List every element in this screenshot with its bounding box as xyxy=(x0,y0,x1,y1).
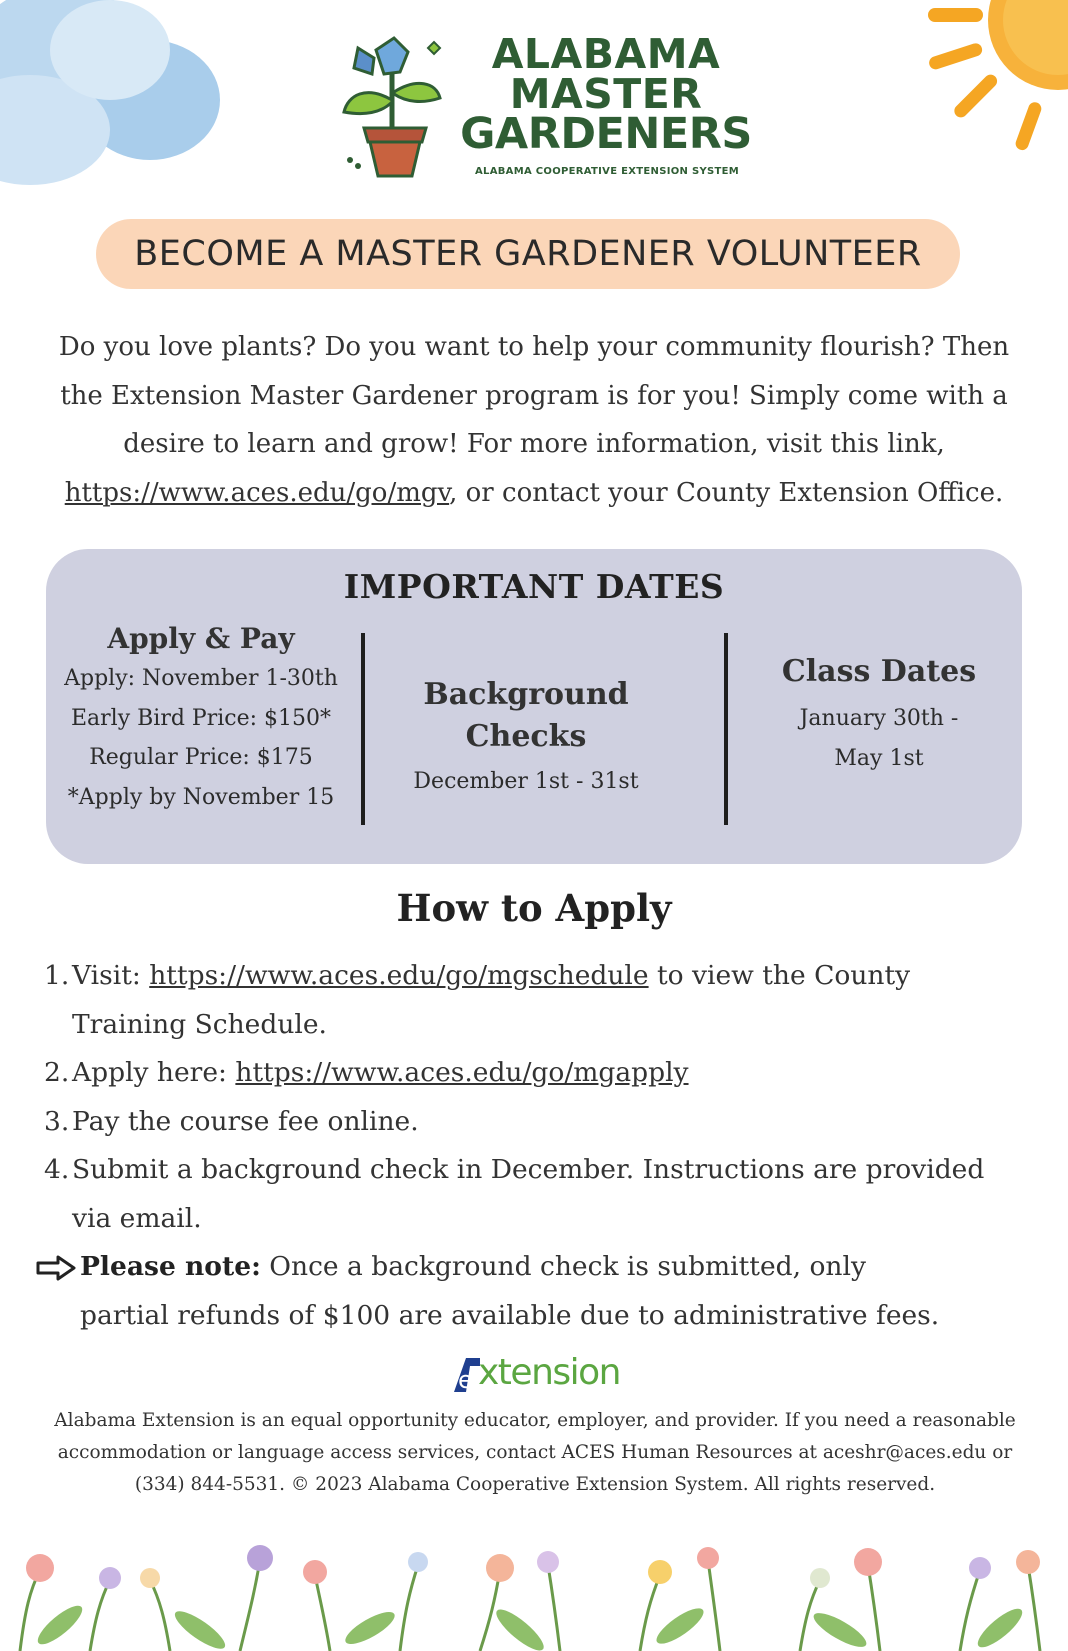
note-line: partial refunds of $100 are available due to administrative fees. xyxy=(80,1299,940,1331)
please-note xyxy=(36,1243,1046,1340)
step-item xyxy=(44,1146,1054,1243)
background-checks-column xyxy=(366,674,686,802)
step-item xyxy=(44,952,1054,1049)
intro-line: the Extension Master Gardener program is for you! Simply come with a xyxy=(60,380,1008,411)
column-divider xyxy=(724,633,728,825)
apply-pay-line: Regular Price: $175 xyxy=(89,745,313,770)
footer-line: accommodation or language access services, contact ACES Human Resources at aceshr@aces.edu or xyxy=(57,1442,1013,1463)
logo-title-line1: ALABAMA xyxy=(491,30,721,78)
step-text: to view the County xyxy=(648,960,911,991)
step-line xyxy=(72,952,1054,1001)
footer-line: (334) 844-5531. © 2023 Alabama Cooperative Extension System. All rights reserved. xyxy=(134,1474,936,1495)
important-dates-box xyxy=(46,549,1022,864)
step-continuation: via email. xyxy=(72,1202,202,1234)
step-number: 1. xyxy=(44,960,70,991)
class-dates-column xyxy=(729,651,1029,778)
apply-pay-line: Apply: November 1-30th xyxy=(64,666,338,691)
extension-e-letter: e xyxy=(458,1366,473,1394)
arrow-right-icon xyxy=(36,1255,76,1281)
logo-title xyxy=(456,30,756,159)
note-line xyxy=(36,1243,1046,1292)
extension-logo xyxy=(452,1352,620,1398)
sun-illustration xyxy=(888,0,1068,180)
apply-pay-column xyxy=(46,619,356,817)
intro-line xyxy=(12,469,1056,518)
class-dates-heading: Class Dates xyxy=(781,654,977,689)
column-divider xyxy=(361,633,365,825)
how-to-apply-title: How to Apply xyxy=(396,886,672,930)
important-dates-title: IMPORTANT DATES xyxy=(343,567,725,606)
class-dates-line: January 30th - xyxy=(799,706,959,731)
step-continuation: Training Schedule. xyxy=(72,1008,327,1040)
note-text: Once a background check is submitted, only xyxy=(260,1251,866,1282)
background-checks-line: December 1st - 31st xyxy=(413,769,639,794)
logo-title-line2: MASTER xyxy=(509,70,703,118)
step-text: Pay the course fee online. xyxy=(72,1105,419,1137)
background-checks-heading: Background Checks xyxy=(423,677,629,754)
intro-line: desire to learn and grow! For more information, visit this link, xyxy=(123,429,945,459)
step-line xyxy=(72,1049,1054,1098)
intro-line: Do you love plants? Do you want to help your community flourish? Then xyxy=(58,332,1010,362)
intro-paragraph xyxy=(12,323,1056,517)
apply-pay-line: Early Bird Price: $150* xyxy=(70,705,332,731)
extension-word: xtension xyxy=(478,1352,620,1393)
step-number: 3. xyxy=(44,1105,70,1137)
step-number: 4. xyxy=(44,1154,70,1185)
apply-pay-heading: Apply & Pay xyxy=(107,622,295,655)
logo-title-line3: GARDENERS xyxy=(460,109,752,159)
step-item xyxy=(44,1098,1054,1147)
step-item xyxy=(44,1049,1054,1098)
mgapply-link[interactable]: https://www.aces.edu/go/mgapply xyxy=(235,1057,689,1088)
banner-text: BECOME A MASTER GARDENER VOLUNTEER xyxy=(134,234,922,274)
flower-pot-icon xyxy=(336,30,446,180)
intro-line-rest: , or contact your County Extension Office. xyxy=(449,477,1004,508)
cloud-illustration xyxy=(0,0,230,200)
step-text: Apply here: xyxy=(72,1057,236,1088)
flower-border-illustration xyxy=(0,1530,1068,1651)
footer-disclaimer xyxy=(30,1405,1040,1501)
footer-line: Alabama Extension is an equal opportunity educator, employer, and provider. If you need a reasonable xyxy=(54,1410,1016,1431)
master-gardeners-logo xyxy=(336,30,752,180)
step-text: Visit: xyxy=(72,960,150,991)
logo-subtitle: ALABAMA COOPERATIVE EXTENSION SYSTEM xyxy=(474,166,740,177)
mgschedule-link[interactable]: https://www.aces.edu/go/mgschedule xyxy=(149,960,649,991)
volunteer-banner xyxy=(96,219,960,289)
apply-pay-line: *Apply by November 15 xyxy=(67,784,335,810)
note-label: Please note: xyxy=(80,1251,261,1282)
mgv-link[interactable]: https://www.aces.edu/go/mgv xyxy=(64,477,450,508)
step-text: Submit a background check in December. Instructions are provided xyxy=(72,1154,985,1185)
step-number: 2. xyxy=(44,1057,70,1088)
class-dates-line: May 1st xyxy=(834,745,924,771)
steps-list xyxy=(44,952,1054,1243)
